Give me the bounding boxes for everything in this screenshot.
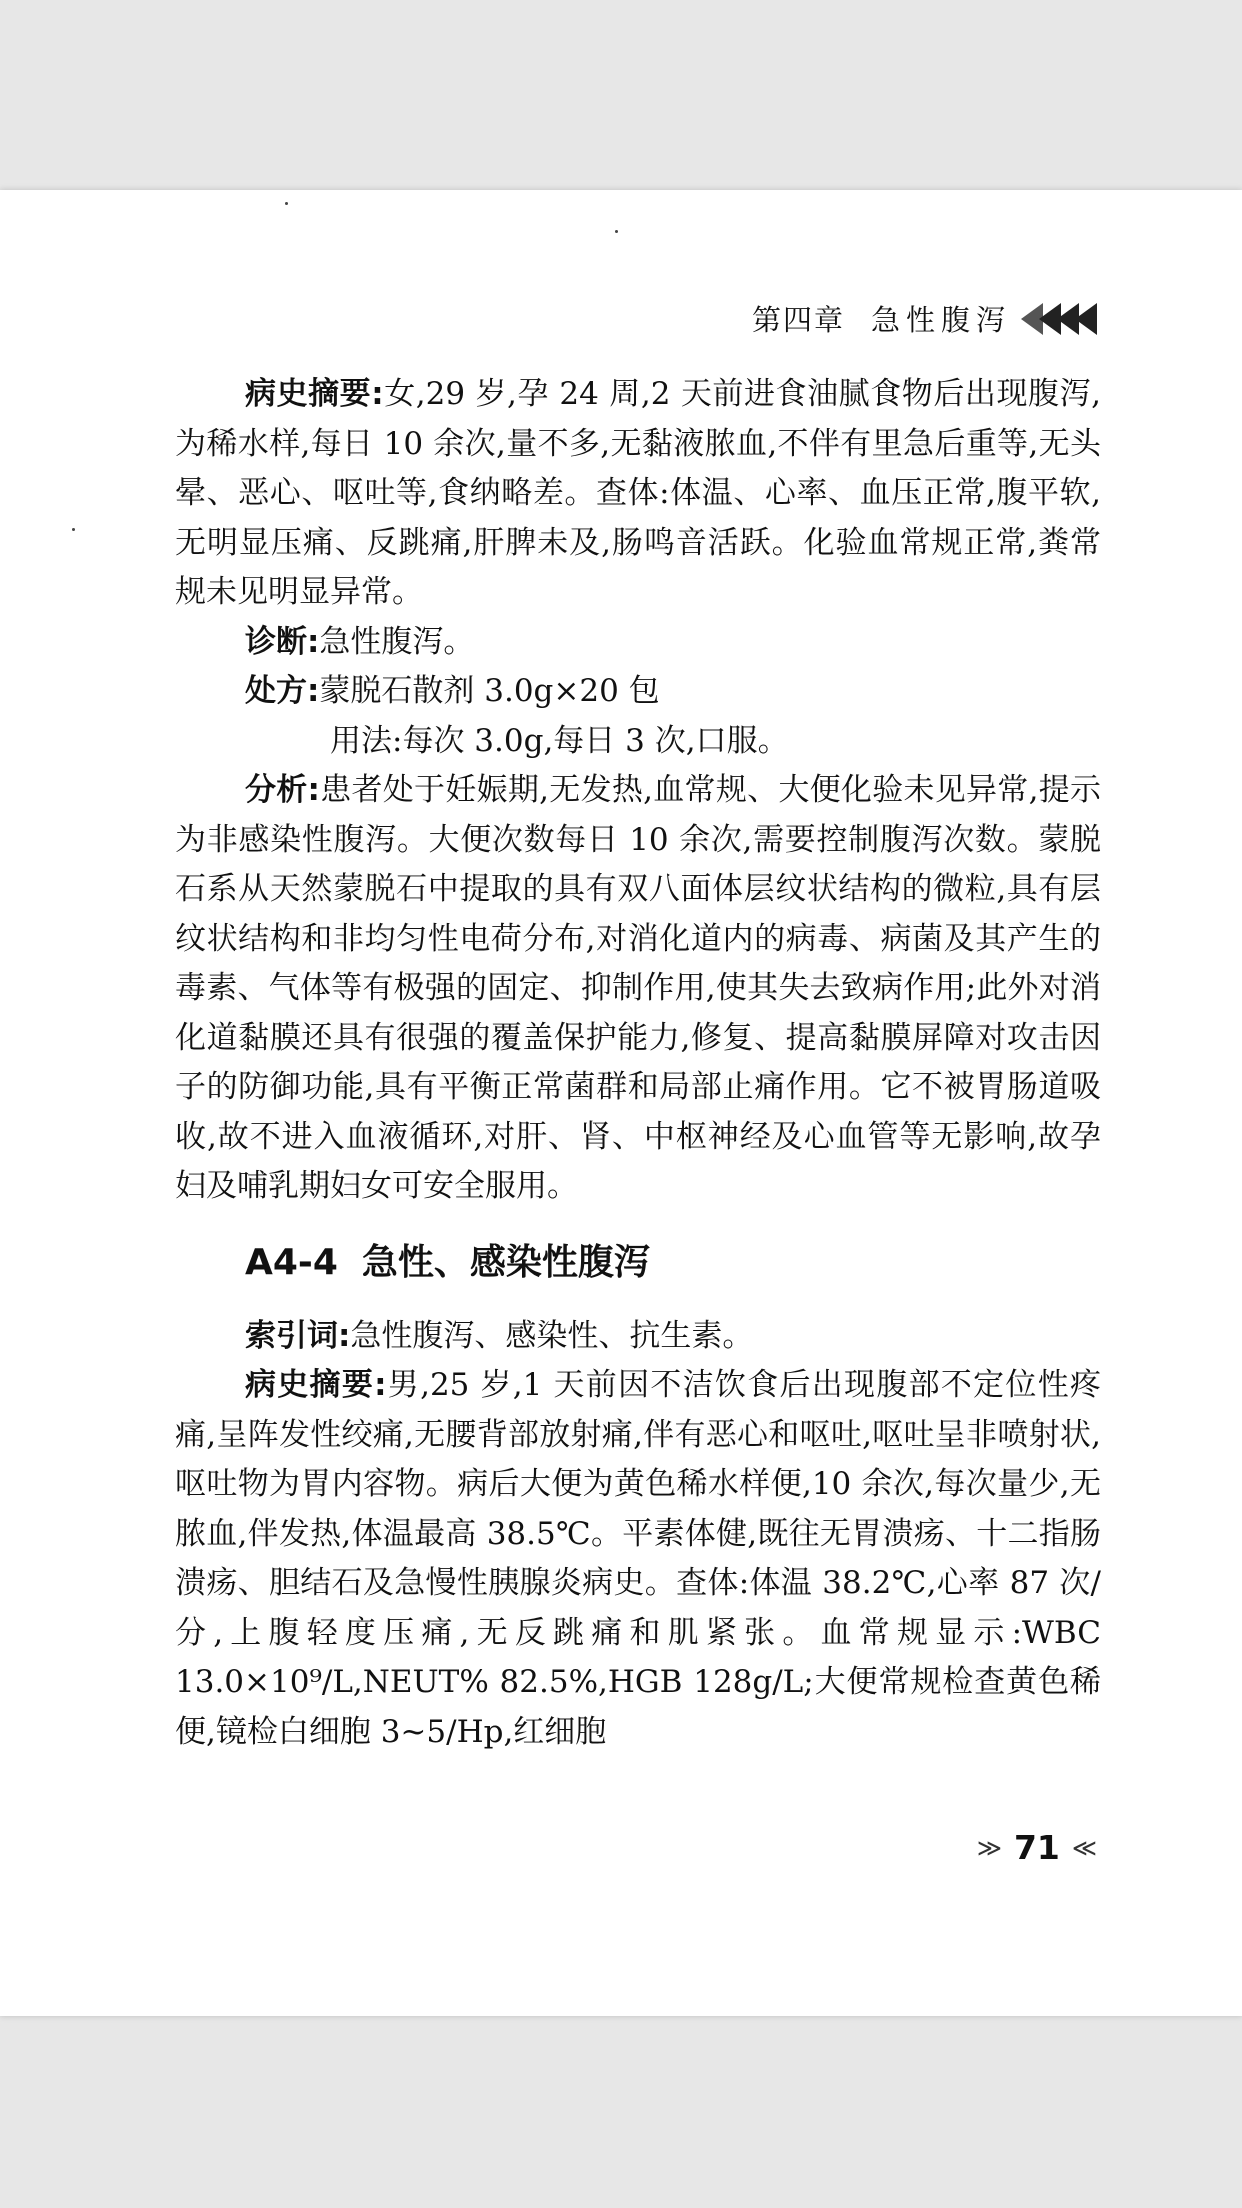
double-chevron-left-icon: ≪ bbox=[1071, 1833, 1097, 1862]
page-footer bbox=[977, 1828, 1097, 1867]
history-text: 女,29 岁,孕 24 周,2 天前进食油腻食物后出现腹泻,为稀水样,每日 10 余次,量不多,无黏液脓血,不伴有里急后重等,无头晕、恶心、呕吐等,食纳略差。查体:体温、心率、血压正常,腹平软,无明显压痛、反跳痛,肝脾未及,肠鸣音活跃。化验血常规正常,粪常规未见明显异常。 bbox=[175, 376, 1101, 610]
chevron-left-icon bbox=[1025, 303, 1097, 335]
case1-history bbox=[175, 370, 1101, 618]
section-heading bbox=[245, 1238, 1101, 1288]
history-text: 男,25 岁,1 天前因不洁饮食后出现腹部不定位性疼痛,呈阵发性绞痛,无腰背部放射痛,伴有恶心和呕吐,呕吐呈非喷射状,呕吐物为胃内容物。病后大便为黄色稀水样便,10 余次,每次量少,无脓血,伴发热,体温最高 38.5℃。平素体健,既往无胃溃疡、十二指肠溃疡、胆结石及急慢性胰腺炎病史。查体:体温 38.2℃,心率 87 次/分,上腹轻度压痛,无反跳痛和肌紧张。血常规显示:WBC 13.0×10⁹/L,NEUT% 82.5%,HGB 128g/L;大便常规检查黄色稀便,镜检白细胞 3~5/Hp,红细胞 bbox=[175, 1367, 1101, 1750]
double-chevron-right-icon: ≫ bbox=[976, 1833, 1002, 1862]
index-text: 急性腹泻、感染性、抗生素。 bbox=[350, 1317, 754, 1354]
history-label: 病史摘要: bbox=[245, 376, 384, 412]
case2-index bbox=[175, 1312, 1101, 1362]
case1-prescription bbox=[175, 667, 1101, 717]
page-body bbox=[175, 370, 1101, 1757]
case1-usage: 用法:每次 3.0g,每日 3 次,口服。 bbox=[330, 722, 789, 759]
section-title: 急性、感染性腹泻 bbox=[361, 1241, 650, 1283]
case2-history bbox=[175, 1361, 1101, 1757]
section-number: A4-4 bbox=[245, 1241, 338, 1283]
diagnosis-label: 诊断: bbox=[245, 623, 320, 660]
case1-diagnosis bbox=[175, 618, 1101, 668]
index-label: 索引词: bbox=[245, 1317, 351, 1354]
book-page bbox=[0, 190, 1242, 2016]
prescription-text: 蒙脱石散剂 3.0g×20 包 bbox=[319, 673, 660, 709]
page-number: 71 bbox=[1013, 1828, 1060, 1867]
case1-analysis bbox=[175, 766, 1101, 1212]
analysis-label: 分析: bbox=[245, 772, 320, 808]
chapter-title: 急性腹泻 bbox=[870, 303, 1011, 337]
prescription-label: 处方: bbox=[245, 673, 320, 709]
running-header bbox=[752, 298, 1097, 339]
analysis-text: 患者处于妊娠期,无发热,血常规、大便化验未见异常,提示为非感染性腹泻。大便次数每日 10 余次,需要控制腹泻次数。蒙脱石系从天然蒙脱石中提取的具有双八面体层纹状结构的微粒,具有层纹状结构和非均匀性电荷分布,对消化道内的病毒、病菌及其产生的毒素、气体等有极强的固定、抑制作用,使其失去致病作用;此外对消化道黏膜还具有很强的覆盖保护能力,修复、提高黏膜屏障对攻击因子的防御功能,具有平衡正常菌群和局部止痛作用。它不被胃肠道吸收,故不进入血液循环,对肝、肾、中枢神经及心血管等无影响,故孕妇及哺乳期妇女可安全服用。 bbox=[175, 772, 1101, 1204]
diagnosis-text: 急性腹泻。 bbox=[319, 623, 475, 660]
history-label: 病史摘要: bbox=[245, 1367, 387, 1403]
chapter-label: 第四章 bbox=[751, 303, 845, 337]
